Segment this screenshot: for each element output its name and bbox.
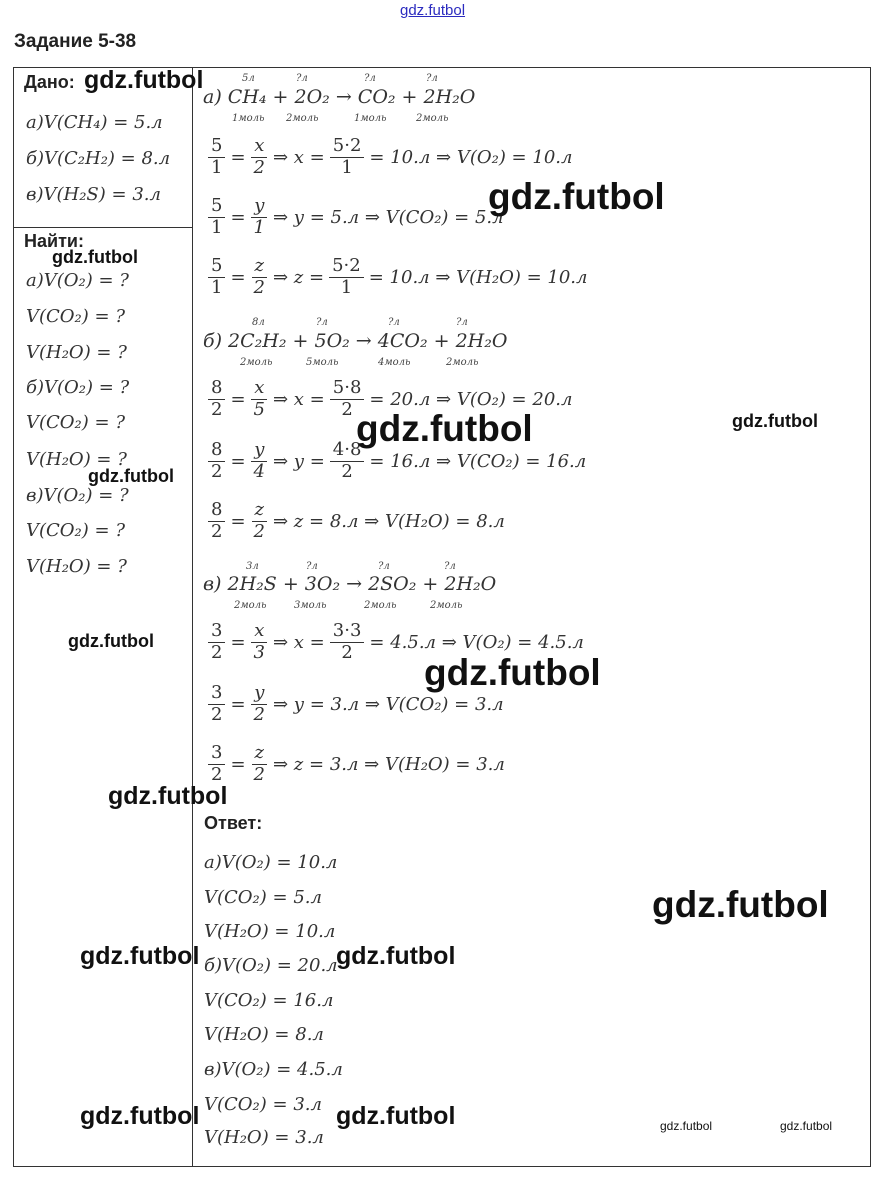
equation-result: = 20.л ⇒ V(O₂) = 20.л — [369, 388, 573, 410]
equation-result: = 4.5.л ⇒ V(O₂) = 4.5.л — [369, 631, 584, 653]
answer-item: V(H₂O) = 3.л — [204, 1127, 324, 1148]
equation-text: ⇒ x = — [273, 146, 325, 168]
reaction-below-label: 2моль — [430, 600, 463, 611]
reaction-above-label: ?л — [364, 73, 376, 84]
find-item: б)V(O₂) = ? — [26, 377, 130, 398]
find-item: a)V(O₂) = ? — [26, 270, 129, 291]
fraction-denominator: 1 — [340, 276, 353, 298]
find-header: Найти: — [24, 231, 84, 251]
equation-result: ⇒ z = 8.л ⇒ V(H₂O) = 8.л — [273, 510, 505, 532]
watermark: gdz.futbol — [88, 466, 174, 486]
proportion-b3: $\frac{8}{2}$ = $\frac{z}{2}$ ⇒ z = 8.л ⇒ V(H₂O) = 8.л — [203, 500, 505, 542]
answer-item: в)V(O₂) = 4.5.л — [204, 1059, 343, 1080]
find-item: в)V(O₂) = ? — [26, 485, 129, 506]
task-title: Задание 5-38 — [14, 31, 137, 52]
reaction-above-label: 3л — [246, 561, 259, 572]
reaction-below-label: 2моль — [416, 113, 449, 124]
fraction-denominator: 2 — [211, 398, 223, 420]
find-item: V(H₂O) = ? — [26, 342, 127, 363]
proportion-b2: $\frac{8}{2}$ = $\frac{y}{4}$ ⇒ y = $\frac{4\cdot 8}{2}$ = 16.л ⇒ V(CO₂) = 16.л — [203, 440, 586, 482]
reaction-equation-a — [203, 86, 475, 108]
watermark: gdz.futbol — [52, 247, 138, 267]
watermark: gdz.futbol — [780, 1119, 833, 1133]
site-link[interactable]: gdz.futbol — [400, 2, 466, 19]
given-header: Дано: — [24, 72, 75, 92]
fraction-numerator: 5·2 — [329, 256, 364, 278]
fraction-numerator: 5·8 — [330, 378, 365, 400]
reaction-above-label: ?л — [296, 73, 308, 84]
reaction-above-label: ?л — [456, 317, 468, 328]
proportion-b1: $\frac{8}{2}$ = $\frac{x}{5}$ ⇒ x = $\frac{5\cdot 8}{2}$ = 20.л ⇒ V(O₂) = 20.л — [203, 378, 572, 420]
reaction-above-label: ?л — [444, 561, 456, 572]
fraction-numerator: 3·3 — [330, 621, 365, 643]
fraction-denominator: 2 — [253, 520, 265, 542]
answer-item: V(CO₂) = 5.л — [204, 887, 322, 908]
fraction-numerator: y — [251, 683, 267, 705]
find-item: V(H₂O) = ? — [26, 556, 127, 577]
fraction-denominator: 2 — [341, 641, 353, 663]
find-item: V(CO₂) = ? — [26, 412, 125, 433]
watermark: gdz.futbol — [336, 1102, 456, 1130]
fraction-numerator: x — [251, 136, 267, 158]
equation-result: ⇒ y = 5.л ⇒ V(CO₂) = 5.л — [273, 206, 504, 228]
reaction-below-label: 2моль — [446, 357, 479, 368]
fraction-numerator: 8 — [208, 378, 225, 400]
equation-text: ⇒ y = — [273, 450, 325, 472]
proportion-c2: $\frac{3}{2}$ = $\frac{y}{2}$ ⇒ y = 3.л ⇒ V(CO₂) = 3.л — [203, 683, 504, 725]
equation-result: ⇒ z = 3.л ⇒ V(H₂O) = 3.л — [273, 753, 505, 775]
reaction-below-label: 1моль — [232, 113, 265, 124]
proportion-a3: $\frac{5}{1}$ = $\frac{z}{2}$ ⇒ z = $\frac{5\cdot 2}{1}$ = 10.л ⇒ V(H₂O) = 10.л — [203, 256, 587, 298]
given-item: в)V(H₂S) = 3.л — [26, 184, 161, 205]
reaction-above-label: ?л — [316, 317, 328, 328]
answer-item: V(CO₂) = 3.л — [204, 1094, 322, 1115]
fraction-denominator: 1 — [341, 156, 353, 178]
reaction-below-label: 3моль — [294, 600, 327, 611]
reaction-above-label: ?л — [388, 317, 400, 328]
reaction-below-label: 2моль — [234, 600, 267, 611]
watermark: gdz.futbol — [660, 1119, 713, 1133]
fraction-denominator: 2 — [341, 398, 353, 420]
answer-item: б)V(O₂) = 20.л — [204, 955, 338, 976]
fraction-numerator: z — [252, 743, 267, 765]
reaction-above-label: 8л — [252, 317, 265, 328]
fraction-numerator: z — [252, 500, 267, 522]
fraction-numerator: 5·2 — [330, 136, 365, 158]
reaction-equation-b — [203, 330, 507, 352]
fraction-numerator: x — [251, 621, 267, 643]
find-item: V(CO₂) = ? — [26, 520, 125, 541]
watermark: gdz.futbol — [652, 884, 829, 925]
reaction-above-label: ?л — [378, 561, 390, 572]
reaction-below-label: 2моль — [286, 113, 319, 124]
proportion-c3: $\frac{3}{2}$ = $\frac{z}{2}$ ⇒ z = 3.л ⇒ V(H₂O) = 3.л — [203, 743, 505, 785]
fraction-numerator: 5 — [208, 256, 225, 278]
fraction-denominator: 5 — [253, 398, 265, 420]
reaction-equation-c — [203, 573, 496, 595]
fraction-numerator: 3 — [208, 683, 225, 705]
fraction-denominator: 3 — [253, 641, 265, 663]
proportion-a2: $\frac{5}{1}$ = $\frac{y}{1}$ ⇒ y = 5.л ⇒ V(CO₂) = 5.л — [203, 196, 504, 238]
fraction-denominator: 2 — [211, 703, 223, 725]
equation-result: = 16.л ⇒ V(CO₂) = 16.л — [369, 450, 587, 472]
fraction-denominator: 2 — [211, 520, 223, 542]
proportion-c1: $\frac{3}{2}$ = $\frac{x}{3}$ ⇒ x = $\frac{3\cdot 3}{2}$ = 4.5.л ⇒ V(O₂) = 4.5.л — [203, 621, 584, 663]
fraction-denominator: 4 — [253, 460, 265, 482]
fraction-numerator: 4·8 — [330, 440, 365, 462]
reaction-above-label: ?л — [306, 561, 318, 572]
reaction-below-label: 5моль — [306, 357, 339, 368]
fraction-denominator: 2 — [253, 703, 265, 725]
equation-result: ⇒ y = 3.л ⇒ V(CO₂) = 3.л — [273, 693, 504, 715]
watermark: gdz.futbol — [80, 942, 200, 970]
equation-result: = 10.л ⇒ V(H₂O) = 10.л — [368, 266, 588, 288]
answer-item: a)V(O₂) = 10.л — [204, 852, 338, 873]
given-item: a)V(CH₄) = 5.л — [26, 112, 163, 133]
given-item: б)V(C₂H₂) = 8.л — [26, 148, 171, 169]
equation-result: = 10.л ⇒ V(O₂) = 10.л — [369, 146, 573, 168]
answer-header: Ответ: — [204, 813, 263, 833]
answer-item: V(CO₂) = 16.л — [204, 990, 334, 1011]
fraction-denominator: 1 — [211, 276, 223, 298]
reaction-text: a) CH₄ + 2O₂ → CO₂ + 2H₂O — [203, 86, 476, 108]
reaction-text: в) 2H₂S + 3O₂ → 2SO₂ + 2H₂O — [203, 573, 497, 595]
reaction-below-label: 2моль — [240, 357, 273, 368]
fraction-numerator: 3 — [208, 743, 225, 765]
watermark: gdz.futbol — [68, 631, 154, 651]
fraction-denominator: 2 — [253, 156, 265, 178]
reaction-below-label: 2моль — [364, 600, 397, 611]
watermark: gdz.futbol — [80, 1102, 200, 1130]
equation-text: ⇒ z = — [273, 266, 325, 288]
watermark: gdz.futbol — [108, 782, 228, 810]
fraction-numerator: 5 — [208, 136, 225, 158]
watermark: gdz.futbol — [356, 408, 533, 449]
fraction-numerator: 8 — [208, 500, 225, 522]
fraction-numerator: 8 — [208, 440, 225, 462]
watermark: gdz.futbol — [336, 942, 456, 970]
answer-item: V(H₂O) = 8.л — [204, 1024, 324, 1045]
reaction-text: б) 2C₂H₂ + 5O₂ → 4CO₂ + 2H₂O — [203, 330, 508, 352]
equation-text: ⇒ x = — [273, 388, 325, 410]
proportion-a1: $\frac{5}{1}$ = $\frac{x}{2}$ ⇒ x = $\frac{5\cdot 2}{1}$ = 10.л ⇒ V(O₂) = 10.л — [203, 136, 572, 178]
watermark: gdz.futbol — [732, 411, 818, 431]
reaction-above-label: ?л — [426, 73, 438, 84]
given-find-divider — [13, 227, 193, 228]
reaction-above-label: 5л — [242, 73, 255, 84]
fraction-denominator: 2 — [211, 460, 223, 482]
fraction-numerator: x — [251, 378, 267, 400]
fraction-denominator: 2 — [211, 763, 223, 785]
find-item: V(CO₂) = ? — [26, 306, 125, 327]
fraction-numerator: 5 — [208, 196, 225, 218]
equation-text: ⇒ x = — [273, 631, 325, 653]
fraction-denominator: 1 — [211, 216, 223, 238]
column-divider — [192, 67, 193, 1167]
fraction-denominator: 2 — [211, 641, 223, 663]
fraction-denominator: 1 — [253, 216, 265, 238]
fraction-numerator: 3 — [208, 621, 225, 643]
answer-item: V(H₂O) = 10.л — [204, 921, 336, 942]
fraction-denominator: 2 — [341, 460, 353, 482]
fraction-denominator: 2 — [253, 763, 265, 785]
find-item: V(H₂O) = ? — [26, 449, 127, 470]
reaction-below-label: 1моль — [354, 113, 387, 124]
watermark: gdz.futbol — [84, 66, 204, 94]
watermark: gdz.futbol — [488, 176, 665, 217]
fraction-denominator: 2 — [253, 276, 265, 298]
fraction-denominator: 1 — [211, 156, 223, 178]
watermark: gdz.futbol — [424, 652, 601, 693]
reaction-below-label: 4моль — [378, 357, 411, 368]
fraction-numerator: z — [252, 256, 267, 278]
fraction-numerator: y — [251, 196, 267, 218]
fraction-numerator: y — [251, 440, 267, 462]
